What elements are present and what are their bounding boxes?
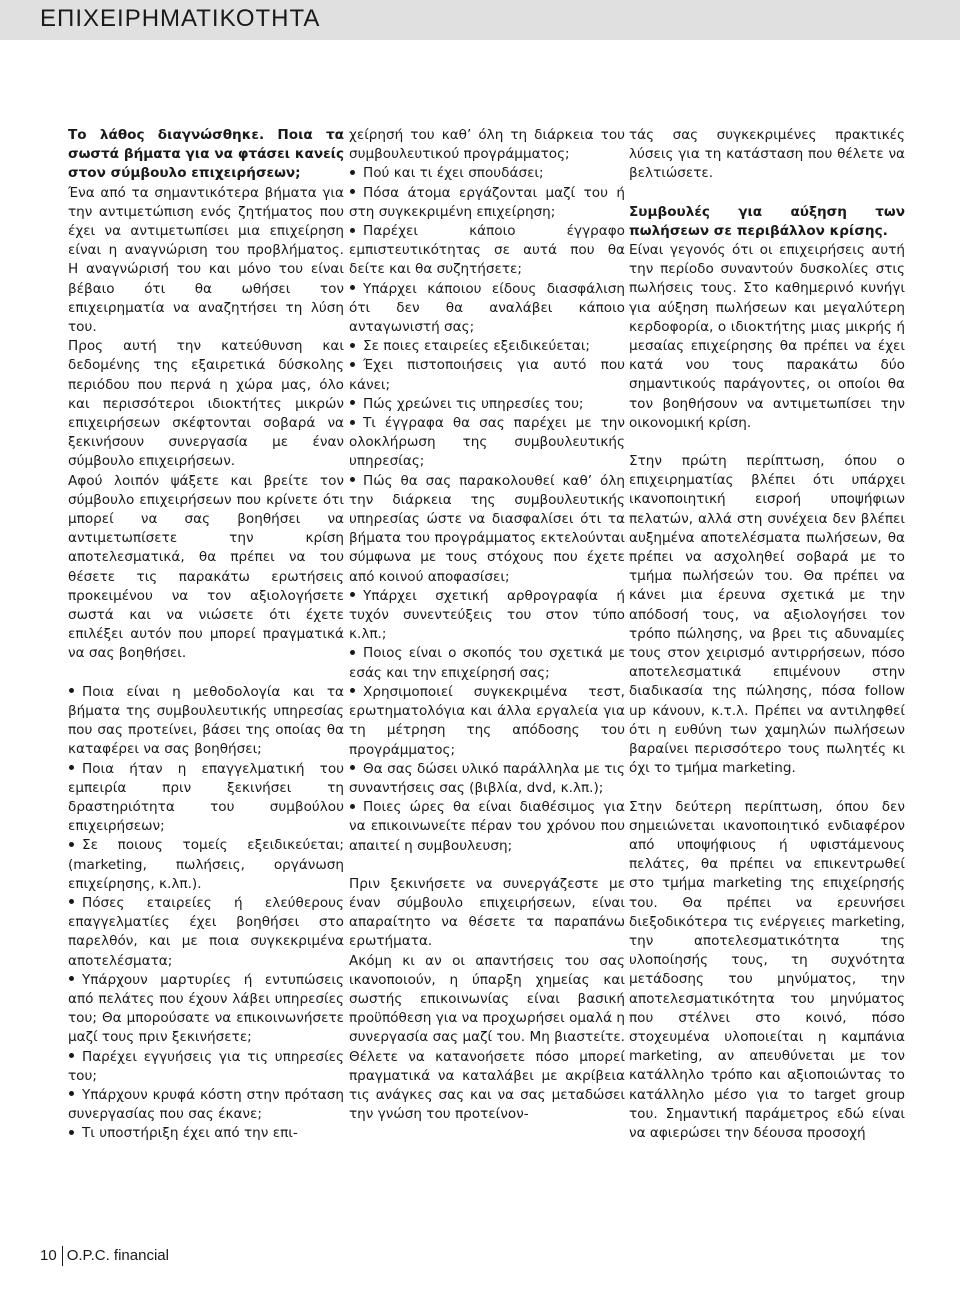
section-title: ΕΠΙΧΕΙΡΗΜΑΤΙΚΟΤΗΤΑ	[40, 5, 321, 32]
bullet-icon	[350, 400, 355, 405]
bullet-icon	[69, 842, 74, 847]
bullet-icon	[350, 285, 355, 290]
list-item: Υπάρχουν κρυφά κόστη στην πρόταση συνεργασίας που σας έκανε;	[68, 1086, 344, 1123]
list-item: Παρέχει κάποιο έγγραφο εμπιστευτικότητας σε αυτά που θα δείτε και θα συζητήσετε;	[349, 223, 625, 278]
bullet-icon	[69, 688, 74, 693]
publication-name: O.P.C. financial	[66, 1246, 169, 1264]
page-number: 10	[40, 1246, 57, 1264]
bullet-icon	[350, 765, 355, 770]
paragraph: Πριν ξεκινήσετε να συνεργάζεστε με έναν σύμβουλο επιχειρήσεων, είναι απαραίτητο να θέσετε τα παραπάνω ερωτήματα.	[349, 875, 625, 950]
list-item: Τι έγγραφα θα σας παρέχει με την ολοκλήρωση της συμβουλευτικής υπηρεσίας;	[349, 415, 625, 470]
bullet-icon	[69, 1053, 74, 1058]
bullet-icon	[350, 189, 355, 194]
question-list	[68, 683, 344, 1144]
list-item: Έχει πιστοποιήσεις για αυτό που κάνει;	[349, 357, 625, 393]
list-item: Υπάρχει κάποιου είδους διασφάλιση ότι δεν θα αναλάβει κάποιο ανταγωνιστή σας;	[349, 280, 625, 336]
intro-heading: Το λάθος διαγνώσθηκε. Ποια τα σωστά βήματα για να φτάσει κανείς στον σύμβουλο επιχειρήσεων;	[68, 127, 344, 182]
paragraph-continuation: χείρησή του καθ’ όλη τη διάρκεια του συμβουλευτικού προγράμματος;	[349, 127, 625, 163]
paragraph: Προς αυτή την κατεύθυνση και δεδομένης της εξαιρετικά δύσκολης περιόδου που περνά η χώρα μας, όλο και περισσότεροι ιδιοκτήτες μικρών επιχειρήσεων σκέφτονται σοβαρά να ξεκινήσουν συνεργασία με έναν σύμβουλο επιχειρήσεων.	[68, 338, 344, 470]
paragraph-continuation: τάς σας συγκεκριμένες πρακτικές λύσεις για τη κατάσταση που θέλετε να βελτιώσετε.	[629, 127, 905, 182]
bullet-icon	[350, 477, 355, 482]
list-item: Χρησιμοποιεί συγκεκριμένα τεστ, ερωτηματολόγια και άλλα εργαλεία για τη μέτρηση της απόδοσης του προγράμματος;	[349, 683, 625, 758]
subheading: Συμβουλές για αύξηση των πωλήσεων σε περιβάλλον κρίσης.	[629, 203, 905, 239]
paragraph: Ακόμη κι αν οι απαντήσεις του σας ικανοποιούν, η ύπαρξη χημείας και σωστής επικοινωνίας είναι βασική προϋπόθεση για να προχωρήσει ομαλά η συνεργασία σας μαζί του. Μη βιαστείτε. Θέλετε να κατανοήσετε πόσο μπορεί πραγματικά να καταλάβει με ακρίβεια τις ανάγκες σας και να σας μεταδώσει την γνώση του προτείνον-	[349, 952, 625, 1123]
bullet-icon	[69, 1130, 74, 1135]
footer-divider	[62, 1246, 63, 1266]
list-item: Πόσες εταιρείες ή ελεύθερους επαγγελματίες έχει βοηθήσει στο παρελθόν, και με ποια συγκεκριμένα αποτελέσματα;	[68, 894, 344, 969]
header-bar	[0, 0, 960, 40]
bullet-icon	[350, 688, 355, 693]
bullet-icon	[69, 765, 74, 770]
bullet-icon	[69, 899, 74, 904]
column-2	[349, 126, 625, 1236]
column-3	[629, 126, 905, 1236]
bullet-icon	[350, 362, 355, 367]
bullet-icon	[350, 804, 355, 809]
list-item: Θα σας δώσει υλικό παράλληλα με τις συναντήσεις σας (βιβλία, dvd, κ.λπ.);	[349, 760, 625, 796]
list-item: Ποια είναι η μεθοδολογία και τα βήματα της συμβουλευτικής υπηρεσίας που σας προτείνει, βάσει της οποίας θα καταφέρει να σας βοηθήσει;	[68, 683, 344, 758]
bullet-icon	[350, 170, 355, 175]
list-item: Υπάρχουν μαρτυρίες ή εντυπώσεις από πελάτες που έχουν λάβει υπηρεσίες του; Θα μπορούσατε να επικοινωνήσετε μαζί τους πριν ξεκινήσετε;	[68, 971, 344, 1046]
list-item: Υπάρχει σχετική αρθρογραφία ή τυχόν συνεντεύξεις του στον τύπο κ.λπ.;	[349, 587, 625, 643]
bullet-icon	[69, 976, 74, 981]
paragraph: Αφού λοιπόν ψάξετε και βρείτε τον σύμβουλο επιχειρήσεων που κρίνετε ότι μπορεί να σας βοηθήσει να αντιμετωπίσετε την κρίση αποτελεσματικά, θα πρέπει να του θέσετε τις παρακάτω ερωτήσεις προκειμένου να τον αξιολογήσετε σωστά και να νιώσετε ότι έχετε επιλέξει αυτόν που μπορεί πραγματικά να σας βοηθήσει.	[68, 472, 344, 662]
list-item: Πώς χρεώνει τις υπηρεσίες του;	[349, 395, 625, 414]
bullet-icon	[350, 650, 355, 655]
question-list	[349, 164, 625, 855]
bullet-icon	[350, 592, 355, 597]
list-item: Πόσα άτομα εργάζονται μαζί του ή στη συγκεκριμένη επιχείρηση;	[349, 184, 625, 220]
bullet-icon	[350, 343, 355, 348]
paragraph: Στην δεύτερη περίπτωση, όπου δεν σημειώνεται ικανοποιητικό ενδιαφέρον από υποψήφιους ή υφιστάμενους πελάτες, θα πρέπει να επικεντρωθεί στο τμήμα marketing της επιχείρησής του. Θα πρέπει να ερευνήσει διεξοδικότερα τις ενέργειες marketing, την αποτελεσματικότητα της υλοποίησής τους, τη συχνότητα μετάδοσης του μηνύματος, την αποτελεσματικότητα του μηνύματος που στέλνει στο κοινό, πόσο στοχευμένα υλοποιείται η καμπάνια marketing, αν απευθύνεται με τον κατάλληλο τρόπο και αξιοποιώντας το κατάλληλο μέσο για το target group του. Σημαντική παράμετρος εδώ είναι να αφιερώσει την δέουσα προσοχή	[629, 798, 905, 1141]
list-item: Σε ποιους τομείς εξειδικεύεται; (marketing, πωλήσεις, οργάνωση επιχείρησης, κ.λπ.).	[68, 837, 344, 892]
paragraph: Ένα από τα σημαντικότερα βήματα για την αντιμετώπιση ενός ζητήματος που έχει να αντιμετωπίσει μια επιχείρηση είναι η αναγνώριση του προβλήματος. Η αναγνώρισή του και μόνο του είναι βέβαιο ότι θα ωθήσει τον επιχειρηματία να αναζητήσει τη λύση του.	[68, 184, 344, 336]
column-1	[68, 126, 344, 1236]
list-item: Πώς θα σας παρακολουθεί καθ’ όλη την διάρκεια της συμβουλευτικής υπηρεσίας ώστε να διασφαλίσει ότι τα βήματα του προγράμματος εκτελούνται σύμφωνα με τους στόχους που έχετε από κοινού αποφασίσει;	[349, 472, 625, 585]
list-item: Πού και τι έχει σπουδάσει;	[349, 164, 625, 183]
list-item: Ποιες ώρες θα είναι διαθέσιμος για να επικοινωνείτε πέραν του χρόνου που απαιτεί η συμβουλευση;	[349, 799, 625, 854]
bullet-icon	[69, 1091, 74, 1096]
paragraph: Στην πρώτη περίπτωση, όπου ο επιχειρηματίας βλέπει ότι υπάρχει ικανοποιητική εισροή υποψήφιων πελατών, αλλά στη συνέχεια δεν βλέπει αυξημένα αποτελέσματα πωλήσεων, θα πρέπει να ασχοληθεί σοβαρά με το τμήμα πωλήσεών του. Θα πρέπει να κάνει μια έρευνα σχετικά με την απόδοσή τους, να αξιολογήσει τον τρόπο πώλησης, να βρει τις αδυναμίες τους στον χειρισμό αντιρρήσεων, πόσο αποτελεσματικά επιμένουν στην διαδικασία της πώλησης, πόσα follow up κάνουν, κ.τ.λ. Πρέπει να αντιληφθεί ότι η ευθύνη των χαμηλών πωλήσεων βαραίνει περισσότερο τους πωλητές κι όχι το τμήμα marketing.	[629, 453, 905, 777]
list-item: Τι υποστήριξη έχει από την επι-	[68, 1124, 344, 1143]
bullet-icon	[350, 420, 355, 425]
list-item: Ποιος είναι ο σκοπός του σχετικά με εσάς και την επιχείρησή σας;	[349, 645, 625, 681]
bullet-icon	[350, 228, 355, 233]
page-footer	[40, 1246, 169, 1266]
list-item: Ποια ήταν η επαγγελματική του εμπειρία πριν ξεκινήσει τη δραστηριότητα του συμβούλου επιχειρήσεων;	[68, 760, 344, 835]
list-item: Παρέχει εγγυήσεις για τις υπηρεσίες του;	[68, 1048, 344, 1084]
paragraph: Είναι γεγονός ότι οι επιχειρήσεις αυτή την περίοδο συναντούν δυσκολίες στις πωλήσεις τους. Στο καθημερινό κυνήγι για αύξηση πωλήσεων και μεγαλύτερη κερδοφορία, ο ιδιοκτήτης μιας μικρής ή μεσαίας επιχείρησης θα πρέπει να έχει κατά νου τους παρακάτω δύο σημαντικούς παράγοντες, οι οποίοι θα τον βοηθήσουν να αντιμετωπίσει την οικονομική κρίση.	[629, 242, 905, 431]
list-item: Σε ποιες εταιρείες εξειδικεύεται;	[349, 337, 625, 356]
